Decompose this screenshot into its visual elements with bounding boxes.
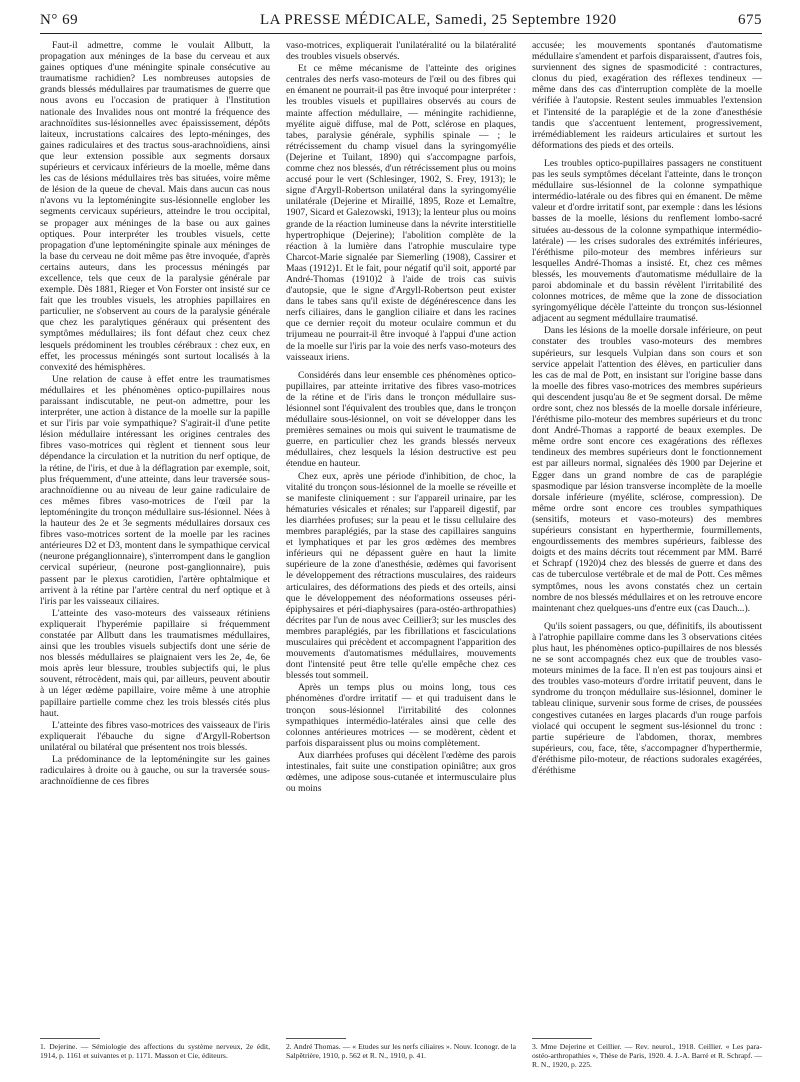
paragraph: vaso-motrices, expliquerait l'unilatéralité ou la bilatéralité des troubles visuels observés. — [286, 40, 516, 63]
column-1 — [40, 40, 270, 1030]
paragraph: Une relation de cause à effet entre les traumatismes médullaires et les phénomènes optico-pupillaires nous paraissant indiscutable, ne peut-on admettre, pour les interpréter, une action à distance de la moelle sur la papille et sur l'iris par voie sympathique? S'agirait-il d'une petite lésion médullaire intéressant les origines centrales des fibres vaso-motrices qui règlent et tiennent sous leur dépendance la circulation et la nutrition du nerf optique, de la rétine, de l'iris, et due à la déflagration par exemple, soit, plus fréquemment, d'une atteinte, dans leur traversée sous-arachnoïdienne ou au niveau de leur gaine radiculaire de ces mêmes fibres vaso-motrices de l'œil par la leptoméningite du tronçon médullaire sus-lésionnel. Nées à la hauteur des 2e et 3e segments médullaires dorsaux ces fibres vaso-motrices sortent de la moelle par les racines antérieures D2 et D3, montent dans le sympathique cervical (neurone préganglionnaire), s'interrompent dans le ganglion cervical supérieur, (neurone post-ganglionnaire), puis passent par le plexus carotidien, l'artère ophtalmique et arrivent à la rétine par l'artère central du nerf optique et à l'iris par les vaisseaux ciliaires. — [40, 373, 270, 607]
journal-title: LA PRESSE MÉDICALE, Samedi, 25 Septembre 1920 — [260, 12, 617, 28]
paragraph: accusée; les mouvements spontanés d'automatisme médullaire s'amendent et parfois disparaissent, d'autres fois, surviennent des signes de spasmodicité : contractures, clonus du pied, exagération des réflexes tendineux — même dans des cas d'interruption complète de la moelle vérifiée à l'autopsie. Restent seules immuables l'extension et l'intensité de la paraplégie et de la zone d'anesthésie tandis que s'accentuent lentement, progressivement, irrémédiablement les raideurs articulaires et surtout les déformations des pieds et des orteils. — [532, 40, 762, 151]
footnote-1: 1. Dejerine. — Sémiologie des affections du système nerveux, 2e édit, 1914, p. 1161 et suivantes et p. 1171. Masson et Cie, éditeurs. — [40, 1042, 270, 1060]
issue-number: N° 69 — [40, 12, 79, 28]
header-rule — [40, 33, 762, 34]
paragraph: Considérés dans leur ensemble ces phénomènes optico-pupillaires, par atteinte irritative des fibres vaso-motrices de la rétine et de l'iris dans le tronçon médullaire sus-lésionnel sont l'équivalent des troubles que, dans le tronçon médullaire sous-lésionnel, on voit se développer dans les premières semaines ou mois qui suivent le traumatisme de guerre, en particulier chez les grands blessés nerveux médullaires, chez lesquels la lésion destructive est peu étendue en hauteur. — [286, 369, 516, 470]
footnote-rule-2 — [286, 1038, 346, 1039]
paragraph: L'atteinte des vaso-moteurs des vaisseaux rétiniens expliquerait l'hyperémie papillaire si fréquemment constatée par Allbutt dans les traumatismes médullaires, ainsi que les troubles visuels subjectifs dont une série de nos blessés médullaires se plaignaient vers les 2e, 4e, 6e mois après leur blessure, troubles subjectifs qui, le plus souvent, rétrocèdent, mais qui, par ailleurs, peuvent aboutir à un léger œdème papillaire, voire même à une atrophie papillaire partielle comme chez les trois blessés cités plus haut. — [40, 607, 270, 719]
paragraph: Et ce même mécanisme de l'atteinte des origines centrales des nerfs vaso-moteurs de l'œil ou des fibres qui en émanent ne pourrait-il pas être invoqué pour interpréter : les troubles visuels et pupillaires observés au cours de mainte affection médullaire, — méningite rachidienne, myélite aiguë diffuse, mal de Pott, sclérose en plaques, tabes, paralysie générale, syphilis spinale — ; le rétrécissement du champ visuel dans la syringomyélie (Dejerine et Tuilant, 1890) qui s'accompagne parfois, comme chez nos blessés, d'un rétrécissement plus ou moins accusé pour le vert (Schlesinger, 1902, S. Frey, 1913); le signe d'Argyll-Robertson unilatéral dans la syringomyélie unilatérale (Dejerine et Miraillé, 1895, Roze et Lemaître, 1907, Sicard et Galezowski, 1913); la lenteur plus ou moins grande de la réaction lumineuse dans la névrite interstitielle hypertrophique (Dejerine); l'abolition complète de la réaction à la lumière dans l'atrophie musculaire type Charcot-Marie signalée par Siemerling (1908), Cassirer et Maas (1912)1. Et le fait, pour négatif qu'il soit, apporté par André-Thomas (1910)2 à l'aide de trois cas suivis d'autopsie, que le signe d'Argyll-Robertson peut exister dans le tabes sans qu'il existe de dégénérescence dans les nerfs ciliaires, dans le ganglion ciliaire et dans les racines que ce dernier reçoit du moteur oculaire commun et du trijumeau ne pourrait-il être invoqué à l'appui d'une action de la moelle sur l'iris par la voie des nerfs vaso-moteurs des vaisseaux iriens. — [286, 63, 516, 363]
page-header — [40, 12, 762, 32]
footnote-rule-3 — [532, 1038, 592, 1039]
footnote-2: 2. André Thomas. — « Etudes sur les nerfs ciliaires ». Nouv. Iconogr. de la Salpêtrière, 1910, p. 562 et R. N., 1910, p. 41. — [286, 1042, 516, 1060]
footnote-rule-1 — [40, 1038, 100, 1039]
paragraph: L'atteinte des fibres vaso-motrices des vaisseaux de l'iris expliquerait l'ébauche du signe d'Argyll-Robertson unilatéral ou bilatéral que présentent nos trois blessés. — [40, 719, 270, 753]
paragraph: Aux diarrhées profuses qui décèlent l'œdème des parois intestinales, fait suite une constipation opiniâtre; aux gros œdèmes, une adipose sous-cutanée et intermusculaire plus ou moins — [286, 749, 516, 795]
column-2 — [286, 40, 516, 1030]
paragraph: Les troubles optico-pupillaires passagers ne constituent pas les seuls symptômes décelant l'atteinte, dans le tronçon médullaire sus-lésionnel de la colonne sympathique intermédio-latérale ou des fibres qui en émanent. De même valeur et d'ordre irritatif sont, par exemple : dans les lésions basses de la moelle, lésions du renflement lombo-sacré situées au-dessous de la colonne sympathique intermédio-latérale) — les crises sudorales des extrémités inférieures, l'éréthisme pilo-moteur des membres inférieurs sur lesquelles André-Thomas a insisté. Et, chez ces mêmes blessés, les mouvements d'automatisme médullaire de la paroi abdominale et du bassin révèlent l'irritabilité des colonnes motrices, de même que la zone de dissociation syringomyélique décèle l'atteinte du tronçon sus-lésionnel adjacent au segment médullaire traumatisé. — [532, 157, 762, 325]
paragraph: Après un temps plus ou moins long, tous ces phénomènes d'ordre irritatif — et qui traduisent dans le tronçon sous-lésionnel l'irritabilité des colonnes sympathiques intermédio-latérales ainsi que celle des colonnes antérieures motrices — se modèrent, cèdent et parfois disparaissent plus ou moins complètement. — [286, 682, 516, 749]
paragraph: La prédominance de la leptoméningite sur les gaines radiculaires à droite ou à gauche, ou sur la traversée sous-arachnoïdienne de ces fibres — [40, 754, 270, 788]
paragraph: Chez eux, après une période d'inhibition, de choc, la vitalité du tronçon sous-lésionnel de la moelle se réveille et se manifeste cliniquement : sur l'appareil urinaire, par les hématuries vésicales et rénales; sur l'appareil digestif, par les diarrhées profuses; sur la peau et le tissu cellulaire des membres paraplégiés, par la stase des capillaires sanguins et lymphatiques et par les gros œdèmes des membres inférieurs qui ne dépassent guère en haut la limite supérieure de la zone d'anesthésie, œdèmes qui favorisent le développement des rétractions musculaires, des raideurs articulaires, des déformations des pieds et des orteils, ainsi que le développement des néoformations osseuses péri-épiphysaires et péri-diaphysaires (para-ostéo-arthropathies) décrites par l'un de nous avec Ceillier3; sur les muscles des membres paraplégiés, par les fibrillations et fasciculations musculaires qui précèdent et accompagnent l'apparition des mouvements d'automatismes médullaires, mouvements dont l'intensité peut être telle qu'elle empêche chez ces blessés tout sommeil. — [286, 470, 516, 682]
column-3 — [532, 40, 762, 1030]
footnote-3: 3. Mme Dejerine et Ceillier. — Rev. neurol., 1918. Ceillier. « Les para-ostéo-arthropathies », Thèse de Paris, 1920. 4. J.-A. Barré et R. Schrapf. — R. N., 1920, p. 225. — [532, 1042, 762, 1069]
paragraph: Dans les lésions de la moelle dorsale inférieure, on peut constater des troubles vaso-moteurs des membres supérieurs, sur lesquels Vulpian dans son cours et son service appelait l'attention des élèves, en particulier dans les cas de mal de Pott, en insistant sur l'origine basse dans la moelle des fibres vaso-motrices des membres supérieurs qui descendent jusqu'au 8e et 9e segment dorsal. De même ordre sont, chez nos blessés de la moelle dorsale inférieure, l'éréthisme pilo-moteur des membres supérieurs et du tronc dont André-Thomas a rapporté de beaux exemples. De même ordre sont encore ces exagérations des réflexes tendineux des membres supérieurs dont le fonctionnement est par ailleurs normal, signalées dès 1900 par Dejerine et Egger dans un grand nombre de cas de paraplégie spasmodique par lésion transverse incomplète de la moelle dorsale inférieure (myélite, sclérose, compression). De même ordre sont encore ces troubles sympathiques (sensitifs, moteurs et vaso-moteurs) des membres supérieurs consistant en hyperthermie, fourmillements, engourdissements des membres supérieurs, faiblesse des doigts et des mains décrits tout récemment par MM. Barré et Schrapf (1920)4 chez des blessés de guerre et dans des cas de tuberculose vertébrale et de mal de Pott. Ces mêmes symptômes, nous les avons constatés chez un certain nombre de nos blessés médullaires et on les retrouve encore maintenant chez quelques-uns d'entre eux (cas Dauch...). — [532, 325, 762, 614]
paragraph: Faut-il admettre, comme le voulait Allbutt, la propagation aux méninges de la base du cerveau et aux gaines optiques d'une méningite spinale consécutive au traumatisme rachidien? Les nombreuses autopsies de grands blessés médullaires par traumatismes de guerre que nous avons eu l'occasion de pratiquer à l'Institution nationale des Invalides nous ont montré la fréquence des arachnoïdites sus-lésionnelles avec épaississement, dépôts laiteux, incrustations calcaires des lepto-méninges, des gaines radiculaires et des tractus sous-arachnoïdiens, ainsi que leur extension possible aux segments dorsaux supérieurs et cervicaux inférieurs de la moelle, même dans les cas de lésions médullaires très bas situées, voire même de lésion de la queue de cheval. Mais dans aucun cas nous n'avons vu la leptoméningite sus-lésionnelle englober les segments cervicaux supérieurs, atteindre le trou occipital, se propager aux méninges de la base ou aux gaines optiques. Pour interpréter les troubles visuels, cette propagation d'une leptoméningite spinale aux méninges de la base du cerveau ne doit même pas être invoquée, d'après certains auteurs, dans les processus méningés par excellence, tels que ceux de la paralysie générale par exemple. Dès 1881, Rieger et Von Forster ont insisté sur ce fait que les troubles visuels, les atrophies papillaires en particulier, ne s'observent au cours de la paralysie générale que chez les paralytiques généraux qui présentent des symptômes médullaires; ils font défaut chez ceux chez lesquels prédominent les troubles cérébraux : chez eux, en effet, les processus méningés sont surtout localisés à la convexité des hémisphères. — [40, 40, 270, 373]
page-number: 675 — [738, 12, 762, 28]
paragraph: Qu'ils soient passagers, ou que, définitifs, ils aboutissent à l'atrophie papillaire comme dans les 3 observations citées plus haut, les phénomènes optico-pupillaires de nos blessés ne se sont accompagnés chez eux que de troubles vaso-moteurs minimes de la face. Il n'en est pas toujours ainsi et des troubles vaso-moteurs d'ordre irritatif peuvent, dans le syndrome du tronçon médullaire sus-lésionnel, dominer le tableau clinique, survenir sous forme de crises, de poussées congestives cutanées en larges placards d'un rouge parfois violacé qui occupent le segment sus-lésionnel du tronc : partie supérieure de l'abdomen, thorax, membres supérieurs, cou, face, tête, s'accompagner d'hyperthermie, d'éréthisme pilo-moteur, de réactions sudorales exagérées, d'éréthisme — [532, 620, 762, 776]
